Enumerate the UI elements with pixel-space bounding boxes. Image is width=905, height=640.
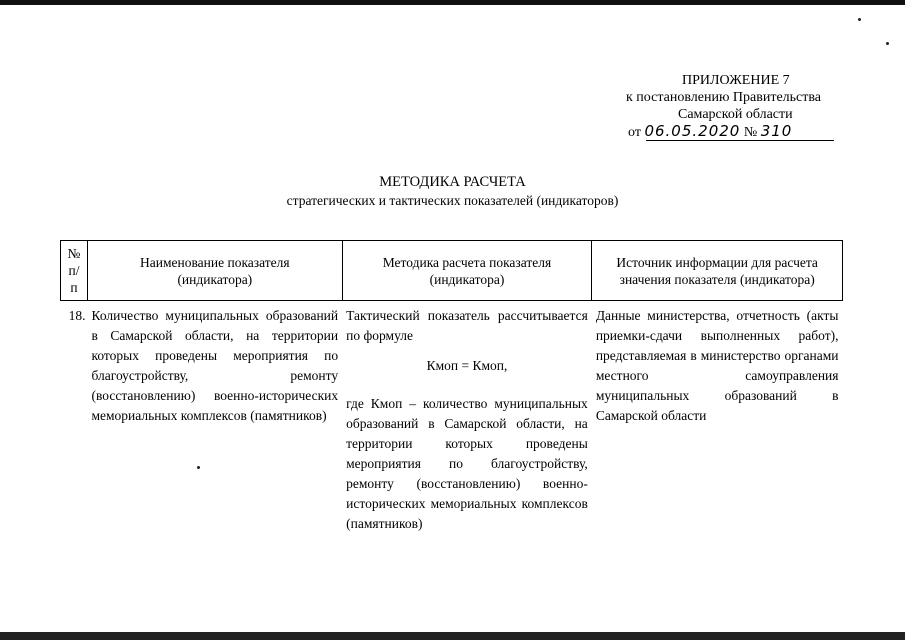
header-num-line1: № (67, 246, 81, 261)
document-subtitle: стратегических и тактических показателей (индикаторов) (286, 193, 619, 208)
appendix-resolution: к постановлению Правительства (626, 90, 822, 105)
method-formula: Кмоп = Кмоп, (426, 358, 508, 373)
header-name (87, 241, 342, 301)
appendix-title: ПРИЛОЖЕНИЕ 7 (682, 73, 790, 88)
header-source (592, 241, 843, 301)
header-num (61, 241, 88, 301)
method-intro: Тактический показатель рассчитывается по формуле (346, 308, 588, 343)
date-underline (646, 140, 834, 141)
calculation-method (342, 301, 592, 535)
methodology-table (60, 240, 843, 534)
information-source: Данные министерства, отчетность (акты приемки-сдачи выполненных работ), представляемая в министерство органами местного самоуправления муниципальных образований в Самарской области (595, 308, 839, 423)
table-row (61, 301, 843, 535)
header-method-line1: Методика расчета показателя (382, 254, 552, 270)
header-method (342, 241, 592, 301)
row-number: 18. (68, 308, 86, 323)
table-header-row (61, 241, 843, 301)
header-source-line1: Источник информации для расчета (616, 254, 818, 270)
scan-speck (858, 18, 861, 21)
scan-edge-top (0, 0, 905, 5)
scan-edge-bottom (0, 632, 905, 640)
header-name-line2: (индикатора) (177, 271, 253, 287)
appendix-date-line (628, 123, 792, 141)
indicator-name: Количество муниципальных образований в Самарской области, на территории которых проведены мероприятия по благоустройству, ремонту (восстановлению) военно-исторических мемориальных комплексов (памятников) (91, 308, 339, 423)
number-prefix: № (743, 125, 758, 140)
document-title: МЕТОДИКА РАСЧЕТА (379, 174, 526, 190)
appendix-region: Самарской области (678, 107, 793, 122)
date-prefix: от (628, 125, 641, 140)
scan-speck (886, 42, 889, 45)
header-source-line2: значения показателя (индикатора) (619, 271, 815, 287)
method-explanation: где Кмоп – количество муниципальных образований в Самарской области, на территории которых проведены мероприятия по благоустройству, ремонту (восстановлению) военно-исторических мемориальных комплексов (памятников) (346, 396, 588, 531)
header-name-line1: Наименование показателя (140, 254, 290, 270)
header-method-line2: (индикатора) (429, 271, 505, 287)
handwritten-number: 310 (760, 122, 793, 140)
header-num-line2: п/п (68, 263, 80, 295)
handwritten-date: 06.05.2020 (644, 122, 741, 140)
